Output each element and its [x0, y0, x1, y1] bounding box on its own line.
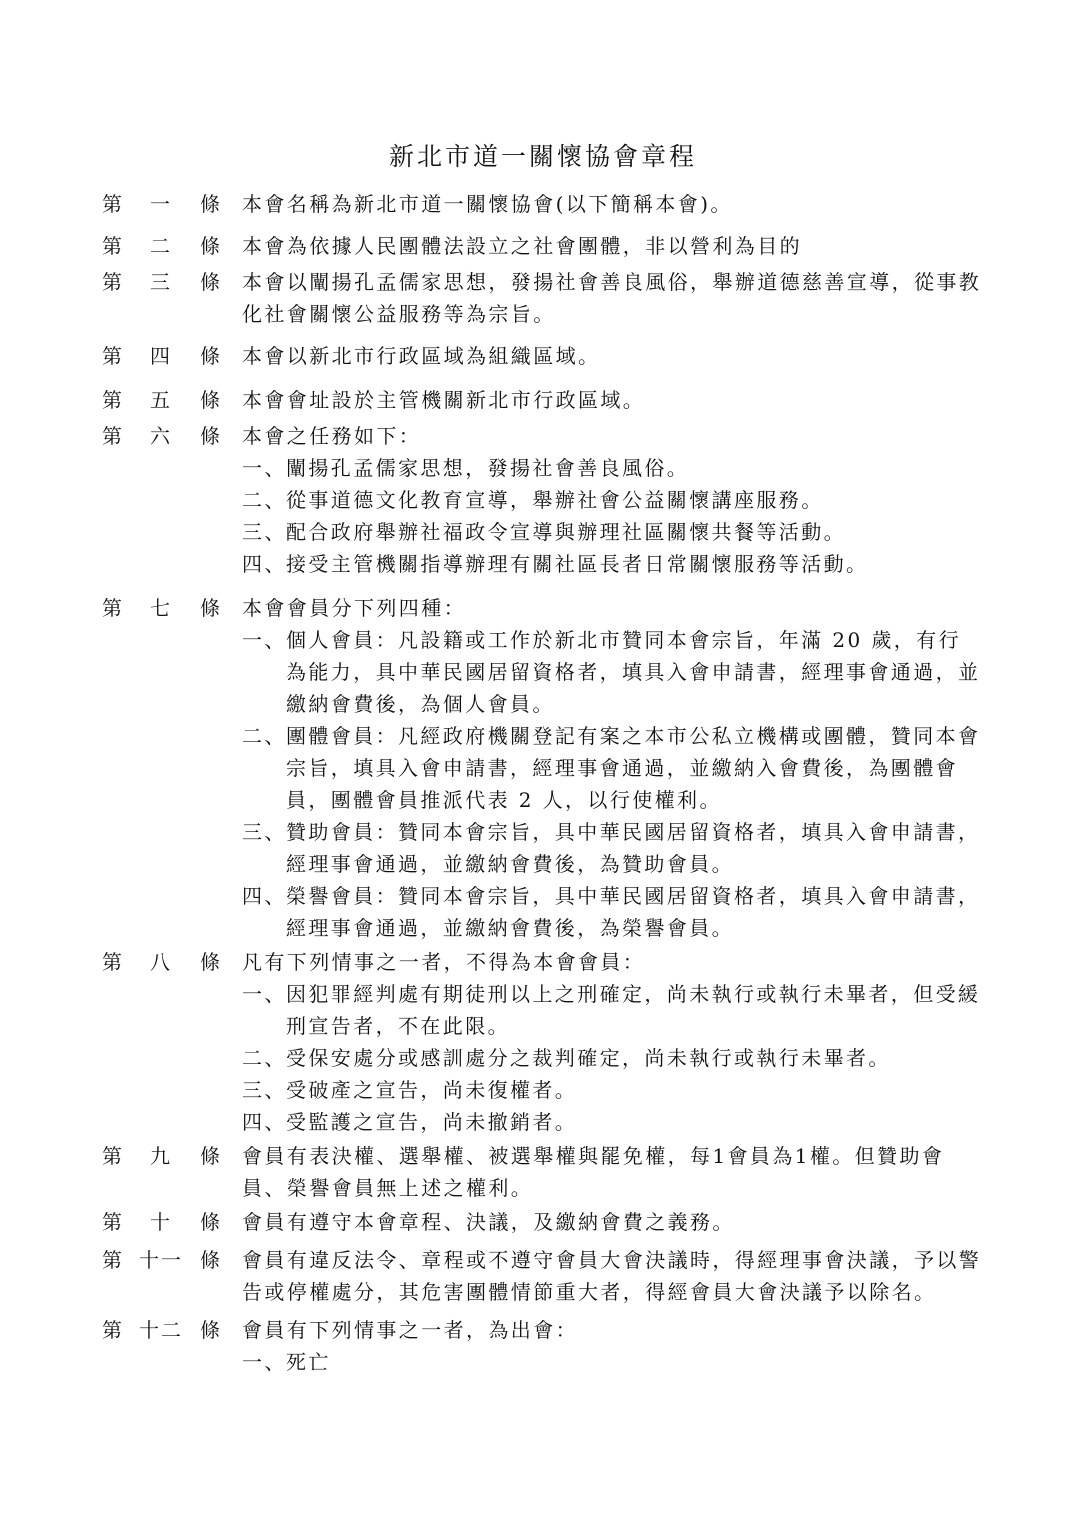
article-label-di: 第 — [102, 1210, 122, 1234]
sub-item-number: 二、 — [242, 488, 287, 512]
article-label — [102, 1206, 220, 1238]
article-label-di: 第 — [102, 1248, 122, 1272]
article-text: 會員有下列情事之一者，為出會： — [242, 1318, 578, 1342]
article — [102, 592, 982, 944]
article-text: 本會以新北市行政區域為組織區域。 — [242, 344, 601, 368]
article-label — [102, 946, 220, 978]
article-text: 本會之任務如下： — [242, 424, 422, 448]
article-label-di: 第 — [102, 388, 122, 412]
article-body — [242, 420, 982, 580]
article-sub-item — [242, 1042, 982, 1074]
article-label-tiao: 條 — [200, 344, 220, 368]
article-body — [242, 1244, 982, 1308]
article-label-num: 十一 — [139, 1248, 183, 1272]
article-label-tiao: 條 — [200, 192, 220, 216]
article-sub-item — [242, 1074, 982, 1106]
article-text: 本會名稱為新北市道一關懷協會(以下簡稱本會)。 — [242, 192, 733, 216]
article-label-di: 第 — [102, 270, 122, 294]
sub-item-text: 個人會員：凡設籍或工作於新北市贊同本會宗旨，年滿 20 歲，有行為能力，具中華民國居留資格者，填具入會申請書，經理事會通過，並繳納會費後，為個人會員。 — [286, 628, 981, 716]
article-text: 本會會址設於主管機關新北市行政區域。 — [242, 388, 646, 412]
sub-item-text: 配合政府舉辦社福政令宣導與辦理社區關懷共餐等活動。 — [286, 520, 846, 544]
article-body — [242, 188, 982, 220]
article-label — [102, 592, 220, 624]
sub-item-number: 三、 — [242, 520, 287, 544]
article-label-num: 四 — [150, 344, 172, 368]
sub-item-number: 一、 — [242, 628, 287, 652]
article-label-tiao: 條 — [200, 424, 220, 448]
article — [102, 266, 982, 330]
sub-item-text: 接受主管機關指導辦理有關社區長者日常關懷服務等活動。 — [286, 552, 869, 576]
sub-item-text: 因犯罪經判處有期徒刑以上之刑確定，尚未執行或執行未畢者，但受緩刑宣告者，不在此限。 — [286, 982, 981, 1038]
article-label-di: 第 — [102, 234, 122, 258]
article-label-num: 二 — [150, 234, 172, 258]
sub-item-number: 四、 — [242, 1110, 287, 1134]
sub-item-text: 贊助會員：贊同本會宗旨，具中華民國居留資格者，填具入會申請書，經理事會通過，並繳納會費後，為贊助會員。 — [286, 820, 981, 876]
article — [102, 340, 982, 372]
sub-item-number: 一、 — [242, 456, 287, 480]
article-label-num: 七 — [150, 596, 172, 620]
article-label-num: 三 — [150, 270, 172, 294]
sub-item-number: 一、 — [242, 1350, 287, 1374]
article-text: 會員有違反法令、章程或不遵守會員大會決議時，得經理事會決議，予以警告或停權處分，其危害團體情節重大者，得經會員大會決議予以除名。 — [242, 1248, 982, 1304]
article-label-tiao: 條 — [200, 950, 220, 974]
articles-list — [102, 188, 982, 1384]
article-sub-item — [242, 484, 982, 516]
article-label-di: 第 — [102, 192, 122, 216]
article-label-tiao: 條 — [200, 1144, 220, 1168]
article-text: 凡有下列情事之一者，不得為本會會員： — [242, 950, 646, 974]
article — [102, 420, 982, 580]
article-label — [102, 188, 220, 220]
article-label-tiao: 條 — [200, 596, 220, 620]
article-label-num: 八 — [150, 950, 172, 974]
sub-item-text: 受監護之宣告，尚未撤銷者。 — [286, 1110, 578, 1134]
article — [102, 1206, 982, 1238]
article-label-tiao: 條 — [200, 1248, 220, 1272]
sub-item-text: 團體會員：凡經政府機關登記有案之本市公私立機構或團體，贊同本會宗旨，填具入會申請書，經理事會通過，並繳納入會費後，為團體會員，團體會員推派代表 2 人，以行使權利。 — [286, 724, 981, 812]
article-label-tiao: 條 — [200, 234, 220, 258]
sub-item-text: 闡揚孔孟儒家思想，發揚社會善良風俗。 — [286, 456, 690, 480]
sub-item-text: 榮譽會員：贊同本會宗旨，具中華民國居留資格者，填具入會申請書，經理事會通過，並繳納會費後，為榮譽會員。 — [286, 884, 981, 940]
article-label — [102, 230, 220, 262]
sub-item-number: 四、 — [242, 884, 287, 908]
article — [102, 1140, 982, 1204]
document-title: 新北市道一關懷協會章程 — [388, 142, 697, 171]
article-label-di: 第 — [102, 596, 122, 620]
sub-item-text: 死亡 — [286, 1350, 331, 1374]
article-label-di: 第 — [102, 950, 122, 974]
article — [102, 230, 982, 262]
article-label — [102, 1314, 220, 1346]
sub-item-number: 一、 — [242, 982, 287, 1006]
article-label — [102, 420, 220, 452]
article — [102, 946, 982, 1138]
article-body — [242, 1206, 982, 1238]
article-sub-item — [242, 452, 982, 484]
article-body — [242, 230, 982, 262]
article-label — [102, 340, 220, 372]
article-sub-item — [242, 880, 982, 944]
sub-item-text: 受保安處分或感訓處分之裁判確定，尚未執行或執行未畢者。 — [286, 1046, 891, 1070]
article-sub-item — [242, 816, 982, 880]
sub-item-text: 受破產之宣告，尚未復權者。 — [286, 1078, 578, 1102]
article-sub-item — [242, 624, 982, 720]
article-body — [242, 1314, 982, 1378]
article-label — [102, 384, 220, 416]
article — [102, 188, 982, 220]
article — [102, 1314, 982, 1378]
article-label — [102, 1140, 220, 1172]
article-text: 本會為依據人民團體法設立之社會團體，非以營利為目的 — [242, 234, 802, 258]
article-text: 本會會員分下列四種： — [242, 596, 466, 620]
article-label-num: 九 — [150, 1144, 172, 1168]
article-label-tiao: 條 — [200, 1210, 220, 1234]
article-label-di: 第 — [102, 344, 122, 368]
article-sub-item — [242, 978, 982, 1042]
article-body — [242, 592, 982, 944]
article-sub-item — [242, 548, 982, 580]
article-sub-item — [242, 720, 982, 816]
article-text: 本會以闡揚孔孟儒家思想，發揚社會善良風俗，舉辦道德慈善宣導，從事教化社會關懷公益服務等為宗旨。 — [242, 270, 982, 326]
article-body — [242, 384, 982, 416]
sub-item-number: 二、 — [242, 1046, 287, 1070]
article — [102, 1244, 982, 1308]
article-label — [102, 266, 220, 298]
article-body — [242, 340, 982, 372]
article-body — [242, 946, 982, 1138]
article-label-tiao: 條 — [200, 1318, 220, 1342]
sub-item-number: 二、 — [242, 724, 287, 748]
article-sub-item — [242, 1346, 982, 1378]
article-label-num: 一 — [150, 192, 172, 216]
article-label-tiao: 條 — [200, 388, 220, 412]
article-label-num: 五 — [150, 388, 172, 412]
article-label-tiao: 條 — [200, 270, 220, 294]
article-text: 會員有遵守本會章程、決議，及繳納會費之義務。 — [242, 1210, 735, 1234]
sub-item-text: 從事道德文化教育宣導，舉辦社會公益關懷講座服務。 — [286, 488, 824, 512]
article-body — [242, 266, 982, 330]
article-label-num: 十 — [150, 1210, 172, 1234]
article-body — [242, 1140, 982, 1204]
article-label-di: 第 — [102, 1318, 122, 1342]
article-text: 會員有表決權、選舉權、被選舉權與罷免權，每1會員為1權。但贊助會員、榮譽會員無上述之權利。 — [242, 1144, 945, 1200]
article-label-di: 第 — [102, 424, 122, 448]
sub-item-number: 三、 — [242, 820, 287, 844]
sub-item-number: 三、 — [242, 1078, 287, 1102]
article-label-di: 第 — [102, 1144, 122, 1168]
article — [102, 384, 982, 416]
article-label — [102, 1244, 220, 1276]
sub-item-number: 四、 — [242, 552, 287, 576]
article-label-num: 十二 — [139, 1318, 183, 1342]
article-sub-item — [242, 1106, 982, 1138]
article-label-num: 六 — [150, 424, 172, 448]
article-sub-item — [242, 516, 982, 548]
